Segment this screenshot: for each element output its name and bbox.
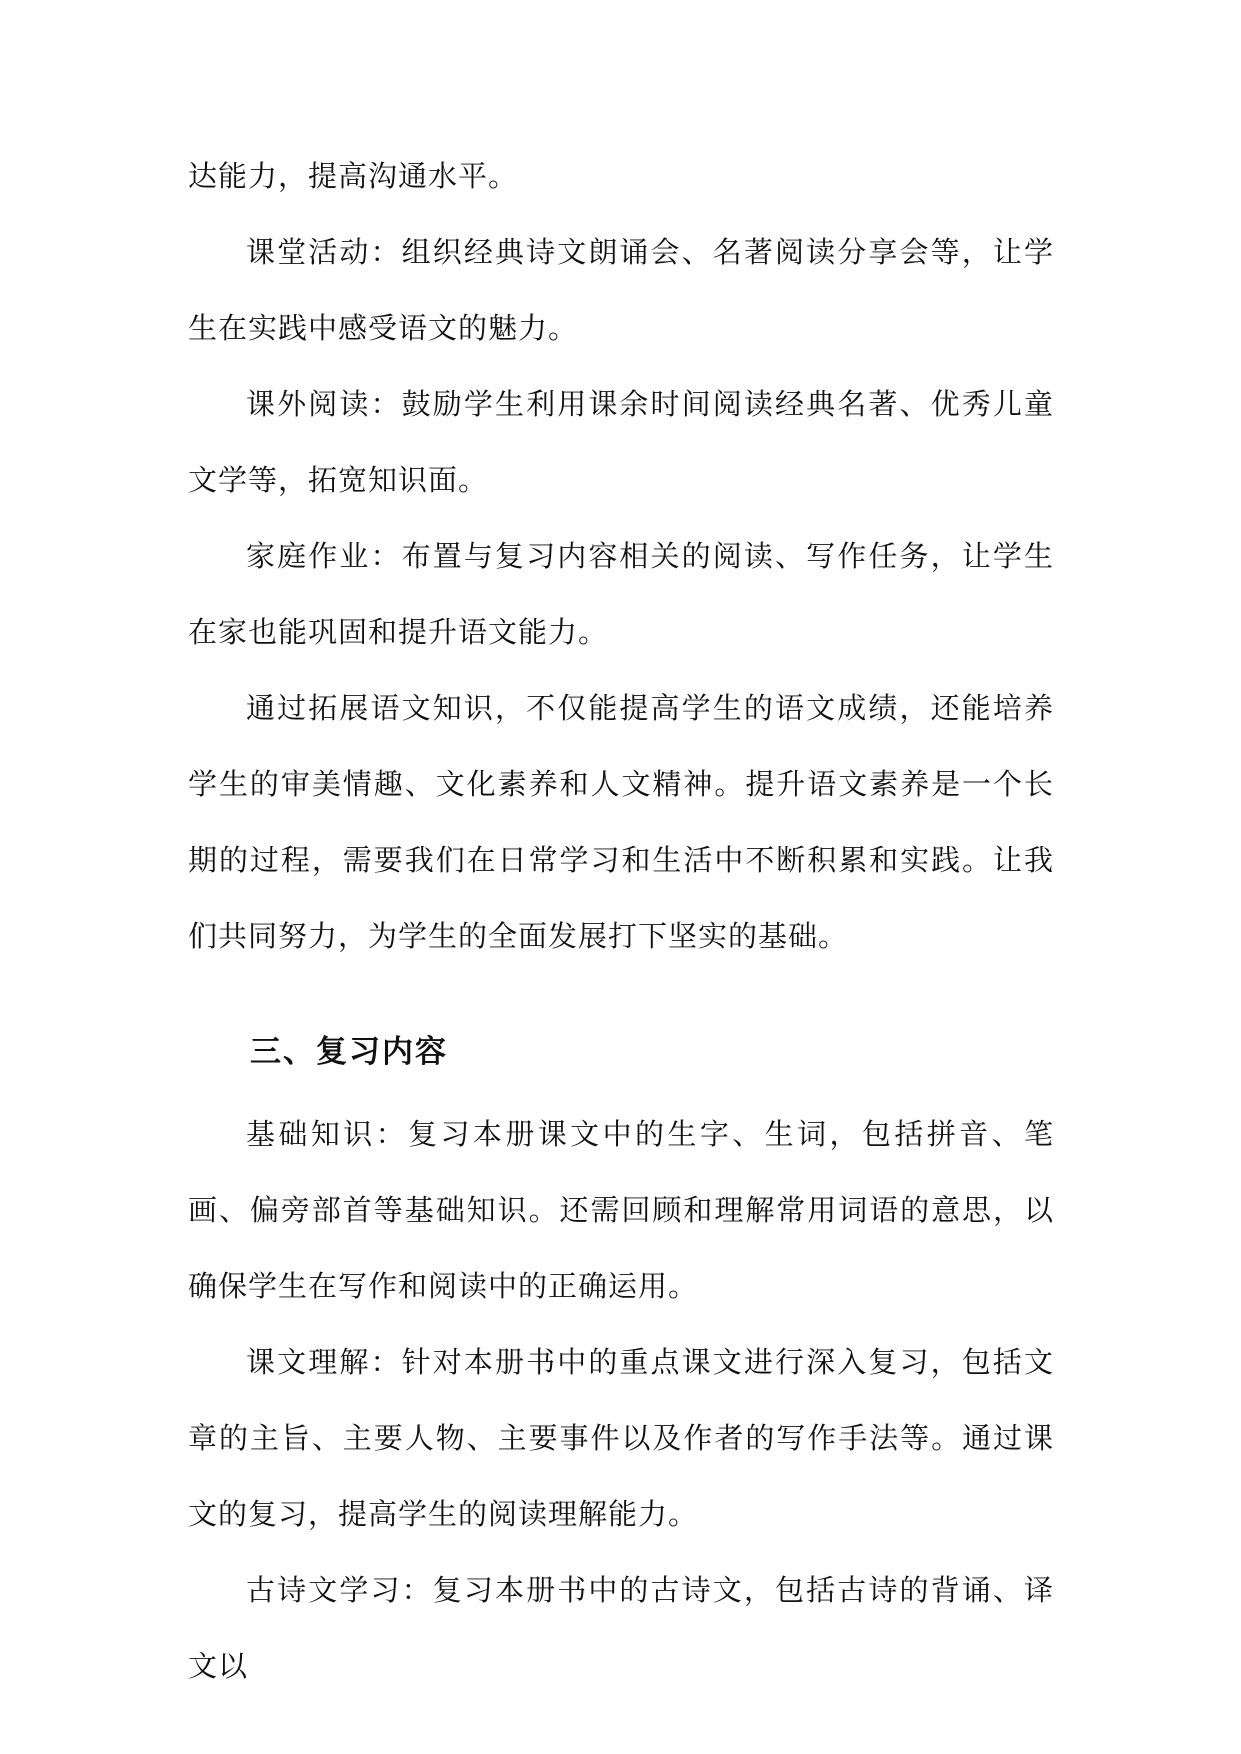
paragraph-continuation: 达能力，提高沟通水平。 [188, 159, 519, 193]
paragraph-classical-poetry: 古诗文学习：复习本册书中的古诗文，包括古诗的背诵、译文以 [188, 1573, 1054, 1683]
text-column [188, 138, 1054, 1704]
paragraph-conclusion: 通过拓展语文知识，不仅能提高学生的语文成绩，还能培养学生的审美情趣、文化素养和人文精神。提升语文素养是一个长期的过程，需要我们在日常学习和生活中不断积累和实践。让我们共同努力，为学生的全面发展打下坚实的基础。 [188, 691, 1054, 953]
paragraph-basic-knowledge: 基础知识：复习本册课文中的生字、生词，包括拼音、笔画、偏旁部首等基础知识。还需回顾和理解常用词语的意思，以确保学生在写作和阅读中的正确运用。 [188, 1117, 1054, 1303]
paragraph-extracurricular-reading: 课外阅读：鼓励学生利用课余时间阅读经典名著、优秀儿童文学等，拓宽知识面。 [188, 387, 1054, 497]
section-heading: 三、复习内容 [250, 1034, 448, 1070]
paragraph-homework: 家庭作业：布置与复习内容相关的阅读、写作任务，让学生在家也能巩固和提升语文能力。 [188, 539, 1054, 649]
paragraph-text-comprehension: 课文理解：针对本册书中的重点课文进行深入复习，包括文章的主旨、主要人物、主要事件以及作者的写作手法等。通过课文的复习，提高学生的阅读理解能力。 [188, 1345, 1054, 1531]
paragraph-classroom-activities: 课堂活动：组织经典诗文朗诵会、名著阅读分享会等，让学生在实践中感受语文的魅力。 [188, 235, 1054, 345]
